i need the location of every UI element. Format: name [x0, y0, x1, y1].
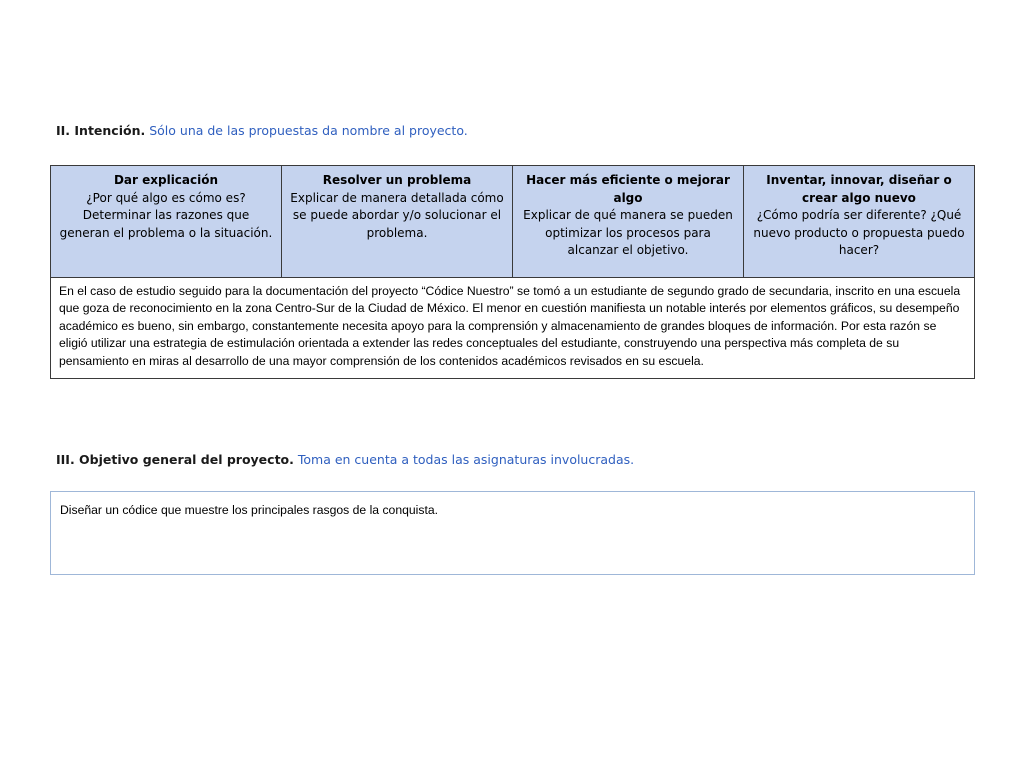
- objetivo-text: Diseñar un códice que muestre los principales rasgos de la conquista.: [60, 503, 439, 517]
- option-dar-explicacion: [51, 166, 282, 278]
- option-hacer-mas-eficiente: [513, 166, 744, 278]
- objetivo-heading: [56, 452, 634, 467]
- option-title: Dar explicación: [113, 173, 219, 187]
- option-title: Resolver un problema: [322, 173, 472, 187]
- option-description: Explicar de qué manera se pueden optimizar los procesos para alcanzar el objetivo.: [523, 208, 733, 257]
- objetivo-heading-hint: Toma en cuenta a todas las asignaturas involucradas.: [297, 452, 635, 467]
- option-title: Inventar, innovar, diseñar o crear algo nuevo: [766, 173, 952, 205]
- option-description: Explicar de manera detallada cómo se puede abordar y/o solucionar el problema.: [290, 190, 504, 240]
- intencion-table: [50, 165, 975, 379]
- intencion-heading-label: II. Intención.: [56, 123, 146, 138]
- option-inventar-innovar: [744, 166, 975, 278]
- intencion-description-row: [51, 278, 975, 379]
- intencion-options-row: [51, 166, 975, 278]
- option-description: ¿Por qué algo es cómo es? Determinar las razones que generan el problema o la situación.: [59, 190, 273, 240]
- case-description: En el caso de estudio seguido para la documentación del proyecto “Códice Nuestro” se tomó a un estudiante de segundo grado de secundaria, inscrito en una escuela que goza de reconocimiento en la zona Centro-Sur de la Ciudad de México. El menor en cuestión manifiesta un notable interés por elementos gráficos, su desempeño académico es bueno, sin embargo, constantemente necesita apoyo para la comprensión y almacenamiento de grandes bloques de información. Por esta razón se eligió utilizar una estrategia de estimulación orientada a extender las redes conceptuales del estudiante, construyendo una perspectiva más completa de su pensamiento en miras al desarrollo de una mayor comprensión de los contenidos académicos revisados en su escuela.: [51, 278, 975, 379]
- option-description: ¿Cómo podría ser diferente? ¿Qué nuevo producto o propuesta puedo hacer?: [753, 208, 965, 257]
- objetivo-box[interactable]: [50, 491, 975, 575]
- intencion-heading-hint: Sólo una de las propuestas da nombre al proyecto.: [149, 123, 468, 138]
- option-title: Hacer más eficiente o mejorar algo: [526, 173, 730, 205]
- intencion-heading: [56, 123, 468, 138]
- objetivo-heading-label: III. Objetivo general del proyecto.: [56, 452, 294, 467]
- option-resolver-problema: [282, 166, 513, 278]
